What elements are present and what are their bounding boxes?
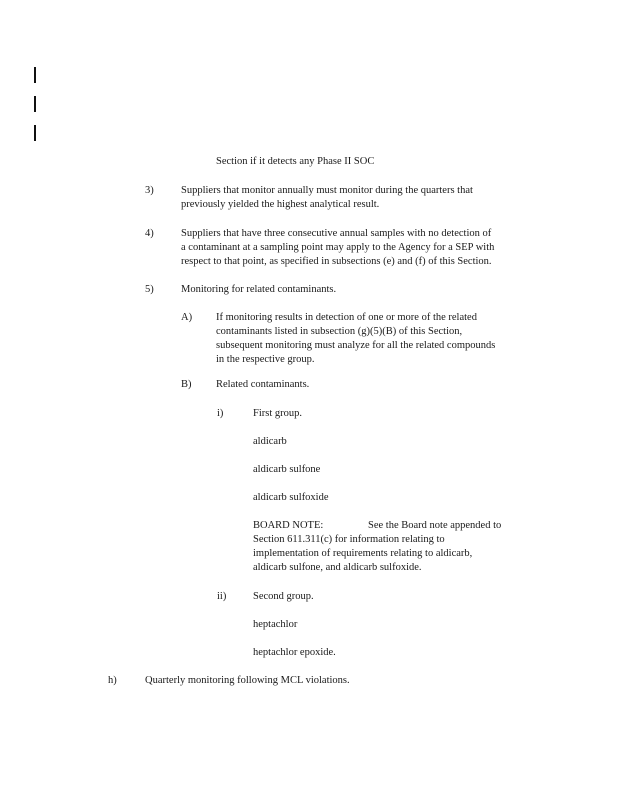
group-1-item: aldicarb — [253, 436, 287, 447]
item-4-marker: 4) — [145, 228, 154, 239]
group-2-item: heptachlor epoxide. — [253, 647, 336, 658]
item-4-text — [181, 227, 494, 269]
board-note-label: BOARD NOTE: — [253, 520, 324, 531]
group-2-title: Second group. — [253, 591, 314, 602]
item-3-marker: 3) — [145, 185, 154, 196]
text-line: If monitoring results in detection of one or more of the related — [216, 312, 477, 323]
text-line: a contaminant at a sampling point may apply to the Agency for a SEP with — [181, 242, 495, 253]
text-line: Suppliers that monitor annually must monitor during the quarters that — [181, 185, 473, 196]
group-1-item: aldicarb sulfone — [253, 464, 321, 475]
text-line: Suppliers that have three consecutive annual samples with no detection of — [181, 228, 492, 239]
board-note-line: See the Board note appended to — [368, 520, 502, 531]
text-line: aldicarb sulfone, and aldicarb sulfoxide. — [253, 562, 422, 573]
item-5b-text: Related contaminants. — [216, 379, 310, 390]
item-5a-marker: A) — [181, 312, 193, 323]
text-line: Section 611.311(c) for information relating to — [253, 534, 445, 545]
item-5-text: Monitoring for related contaminants. — [181, 284, 337, 295]
item-h-text: Quarterly monitoring following MCL violations. — [145, 675, 350, 686]
item-5-marker: 5) — [145, 284, 154, 295]
group-1-title: First group. — [253, 408, 303, 419]
group-1-marker: i) — [217, 408, 224, 419]
text-line: subsequent monitoring must analyze for all the related compounds — [216, 340, 496, 351]
item-5a-text — [216, 311, 495, 367]
change-bar — [34, 96, 36, 112]
continued-line: Section if it detects any Phase II SOC — [216, 156, 375, 167]
group-2-marker: ii) — [217, 591, 227, 602]
item-5b-marker: B) — [181, 379, 192, 390]
board-note-text — [253, 533, 472, 575]
text-line: contaminants listed in subsection (g)(5)(B) of this Section, — [216, 326, 463, 337]
group-2-item: heptachlor — [253, 619, 298, 630]
item-3-text — [181, 184, 473, 212]
group-1-item: aldicarb sulfoxide — [253, 492, 329, 503]
change-bar — [34, 125, 36, 141]
text-line: previously yielded the highest analytical result. — [181, 199, 380, 210]
text-line: respect to that point, as specified in subsections (e) and (f) of this Section. — [181, 256, 492, 267]
text-line: in the respective group. — [216, 354, 315, 365]
item-h-marker: h) — [108, 675, 117, 686]
change-bar — [34, 67, 36, 83]
text-line: implementation of requirements relating to aldicarb, — [253, 548, 473, 559]
